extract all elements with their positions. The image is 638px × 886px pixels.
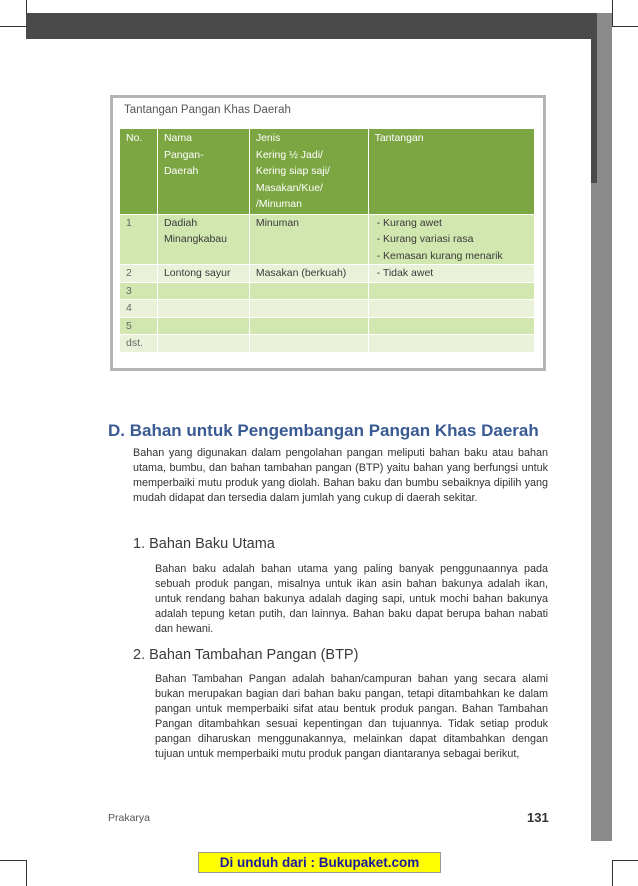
crop-mark — [612, 860, 613, 886]
cell-nama — [157, 300, 249, 318]
footer-book-title: Prakarya — [108, 812, 151, 824]
table-title: Tantangan Pangan Khas Daerah — [124, 104, 291, 116]
cell-jenis — [249, 317, 368, 335]
header-nama: Nama Pangan- Daerah — [157, 129, 249, 215]
download-banner[interactable]: Di unduh dari : Bukupaket.com — [198, 852, 441, 873]
table-row — [120, 265, 535, 283]
cell-tantangan — [368, 214, 534, 265]
cell-no: 2 — [120, 265, 158, 283]
crop-mark — [612, 0, 613, 26]
cell-nama — [157, 282, 249, 300]
cell-no: dst. — [120, 335, 158, 353]
cell-jenis: Masakan (berkuah) — [249, 265, 368, 283]
cell-jenis: Minuman — [249, 214, 368, 265]
page-top-bar — [26, 13, 591, 39]
section-d-heading: D. Bahan untuk Pengembangan Pangan Khas Daerah — [108, 421, 539, 440]
food-challenge-table — [119, 128, 535, 353]
table-row — [120, 214, 535, 265]
table-row — [120, 317, 535, 335]
challenge-item: - Kemasan kurang menarik — [376, 249, 503, 262]
crop-mark — [26, 860, 27, 886]
section-d-intro: Bahan yang digunakan dalam pengolahan pangan meliputi bahan baku atau bahan utama, bumbu, dan bahan tambahan pangan (BTP) yaitu bahan yang berfungsi untuk memperbaiki mutu produk yang diolah. Bahan baku dan bumbu sebaiknya dipilih yang mudah didapat dan tersedia dalam jumlah yang cukup di daerah sekitar. — [133, 447, 548, 504]
cell-nama — [157, 335, 249, 353]
crop-mark — [612, 26, 638, 27]
challenge-item: - Kurang variasi rasa — [376, 233, 474, 245]
cell-tantangan — [368, 300, 534, 318]
header-tantangan: Tantangan — [368, 129, 534, 215]
cell-tantangan — [368, 317, 534, 335]
cell-nama: Dadiah Minangkabau — [157, 214, 249, 265]
item2-text: Bahan Tambahan Pangan adalah bahan/campuran bahan yang secara alami bukan merupakan bagian dari bahan baku pangan, tetapi ditambahkan ke dalam pangan untuk memperbaiki sifat atau bentuk produk pangan. Bahan Tambahan Pangan ditambahkan sesuai kepentingan dan tujuannya. Tidak setiap produk pangan diharuskan menggunakannya, melainkan dapat ditambahkan dengan tujuan untuk memperbaiki mutu produk pangan diantaranya sebagai berikut, — [155, 673, 548, 760]
cell-jenis — [249, 335, 368, 353]
cell-tantangan — [368, 335, 534, 353]
cell-nama — [157, 317, 249, 335]
table-row — [120, 282, 535, 300]
page-number: 131 — [527, 810, 549, 825]
cell-jenis — [249, 282, 368, 300]
table-row — [120, 300, 535, 318]
cell-no: 5 — [120, 317, 158, 335]
crop-mark — [0, 26, 26, 27]
cell-jenis — [249, 300, 368, 318]
item1-heading: 1. Bahan Baku Utama — [133, 536, 275, 552]
item1-text: Bahan baku adalah bahan utama yang paling banyak penggunaannya pada sebuah produk pangan, misalnya untuk ikan asin bahan bakunya adalah ikan, untuk rendang bahan bakunya adalah daging sapi, untuk mochi bahan bakunya adalah tepung ketan putih, dan lainnya. Bahan baku dapat berupa bahan nabati dan hewani. — [155, 563, 548, 635]
challenge-item: - Tidak awet — [376, 267, 434, 279]
table-row — [120, 335, 535, 353]
cell-nama: Lontong sayur — [157, 265, 249, 283]
food-challenge-table-box — [110, 95, 546, 371]
cell-no: 4 — [120, 300, 158, 318]
cell-tantangan — [368, 265, 534, 283]
header-jenis: Jenis Kering ½ Jadi/ Kering siap saji/ Masakan/Kue/ /Minuman — [249, 129, 368, 215]
header-no: No. — [120, 129, 158, 215]
crop-mark — [0, 860, 26, 861]
item2-heading: 2. Bahan Tambahan Pangan (BTP) — [133, 647, 359, 663]
cell-tantangan — [368, 282, 534, 300]
cell-no: 3 — [120, 282, 158, 300]
crop-mark — [612, 860, 638, 861]
challenge-item: - Kurang awet — [376, 216, 442, 229]
cell-no: 1 — [120, 214, 158, 265]
page-side-accent — [591, 13, 597, 183]
table-header-row — [120, 129, 535, 215]
